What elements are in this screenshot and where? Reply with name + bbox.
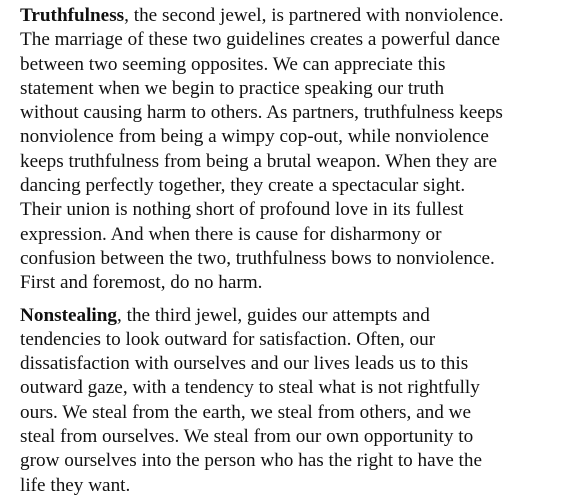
text-line: statement when we begin to practice speaking our truth xyxy=(20,77,445,99)
text-line xyxy=(20,4,568,28)
text-line: dissatisfaction with ourselves and our lives leads us to this xyxy=(20,353,469,375)
document-page xyxy=(20,4,568,498)
paragraph-nonstealing xyxy=(20,304,568,498)
text-line: confusion between the two, truthfulness bows to nonviolence. xyxy=(20,247,495,269)
text-line: steal from ourselves. We steal from our own opportunity to xyxy=(20,426,474,448)
text-line: without causing harm to others. As partners, truthfulness keeps xyxy=(20,102,503,124)
text-line: First and foremost, do no harm. xyxy=(20,272,263,294)
text-line: tendencies to look outward for satisfaction. Often, our xyxy=(20,328,436,350)
text-line: outward gaze, with a tendency to steal what is not rightfully xyxy=(20,377,480,399)
line-text: , the second jewel, is partnered with nonviolence. xyxy=(124,5,504,26)
text-line: dancing perfectly together, they create a spectacular sight. xyxy=(20,175,466,197)
text-line: Their union is nothing short of profound love in its fullest xyxy=(20,199,464,221)
text-line: between two seeming opposites. We can appreciate this xyxy=(20,53,446,75)
line-text: , the third jewel, guides our attempts and xyxy=(117,304,430,326)
text-line: expression. And when there is cause for disharmony or xyxy=(20,223,442,245)
text-line: ours. We steal from the earth, we steal from others, and we xyxy=(20,401,471,423)
paragraph-truthfulness xyxy=(20,4,568,296)
text-line: life they want. xyxy=(20,474,131,496)
term-heading: Nonstealing xyxy=(20,304,118,326)
text-line: keeps truthfulness from being a brutal weapon. When they are xyxy=(20,150,498,172)
text-line: The marriage of these two guidelines creates a powerful dance xyxy=(20,29,501,51)
text-line: grow ourselves into the person who has the right to have the xyxy=(20,450,482,472)
text-line xyxy=(20,304,568,328)
text-line: nonviolence from being a wimpy cop-out, while nonviolence xyxy=(20,126,489,148)
term-heading: Truthfulness xyxy=(20,5,125,26)
